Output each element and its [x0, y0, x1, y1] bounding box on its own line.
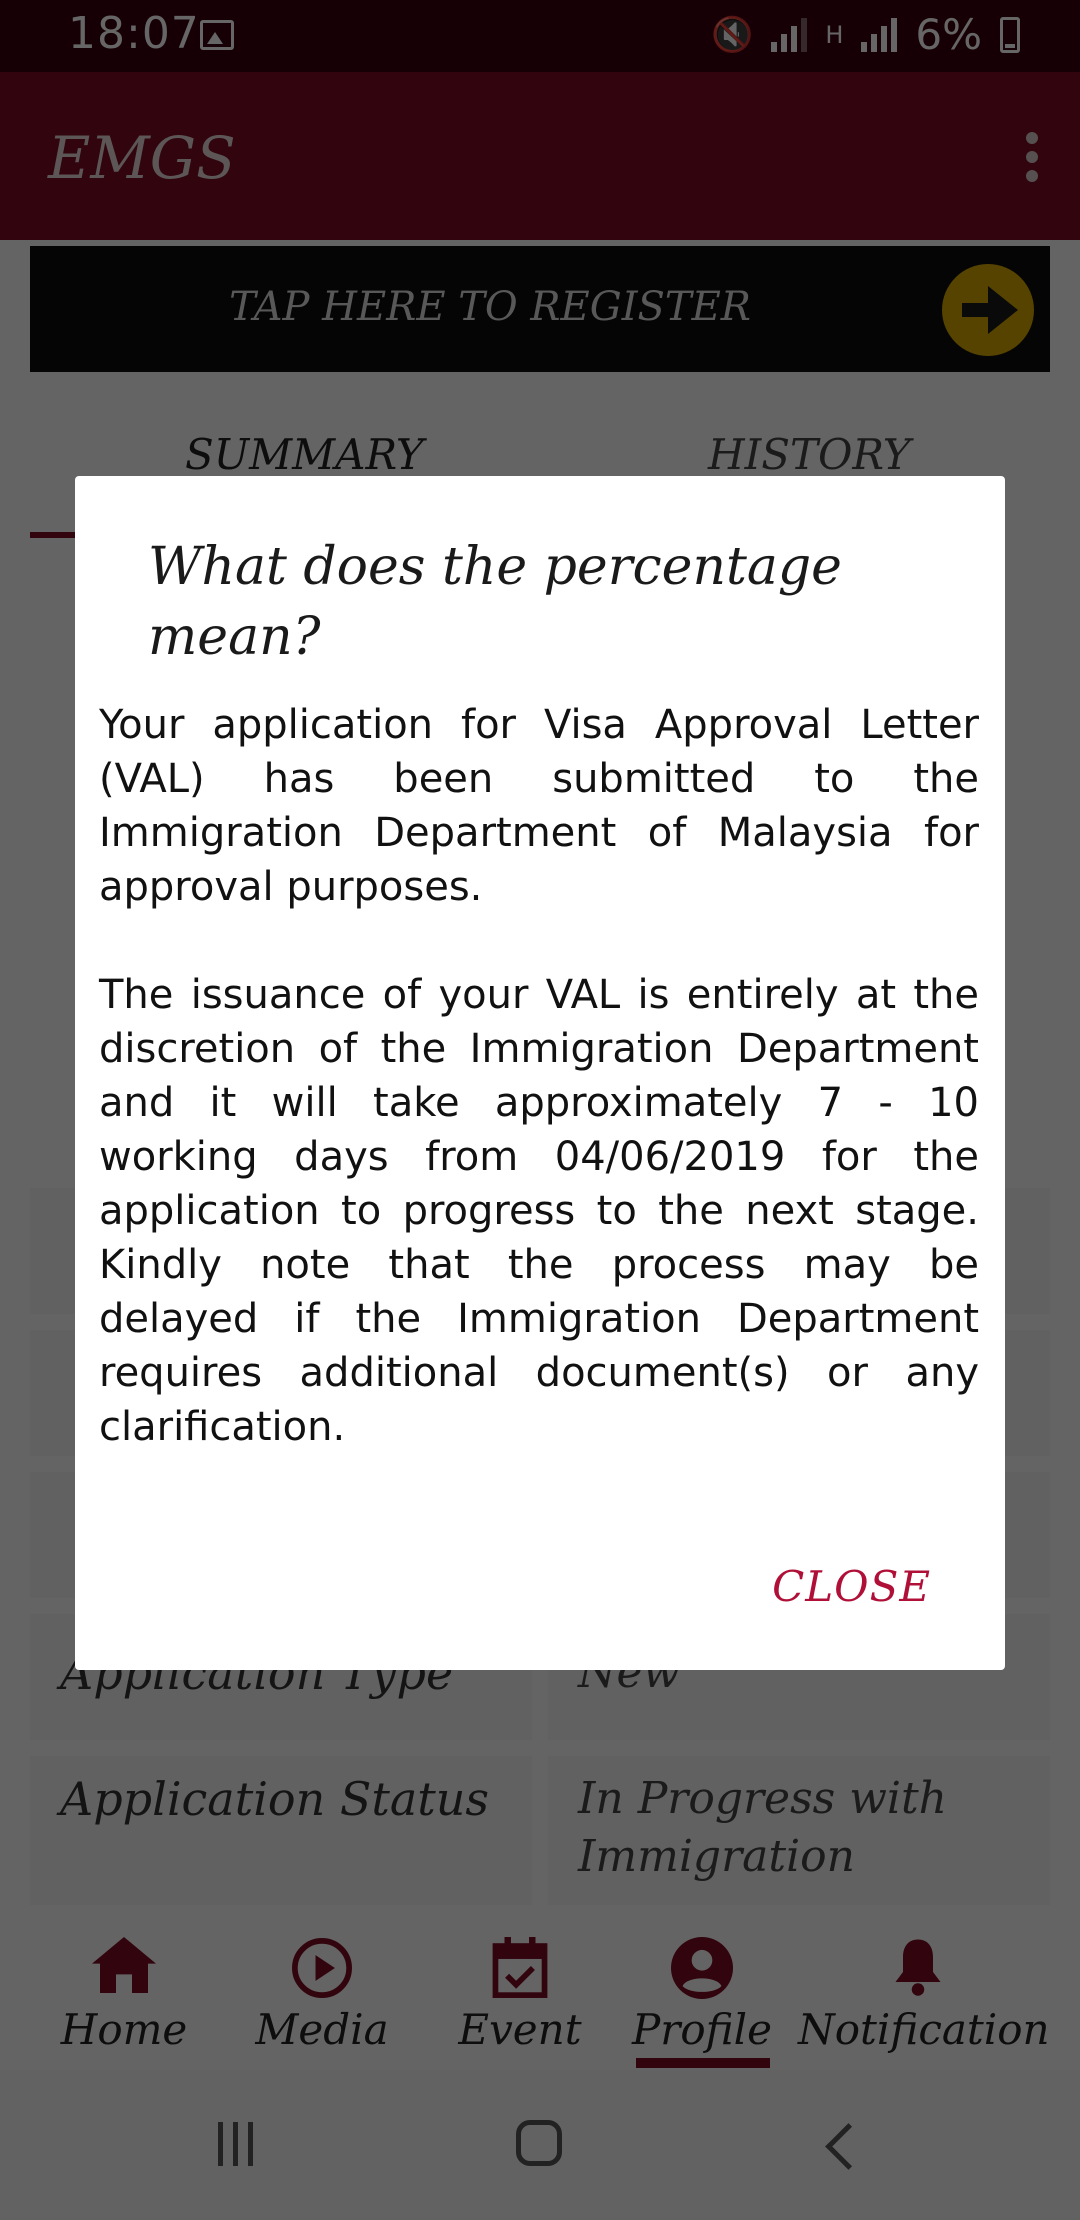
dialog-paragraph: Your application for Visa Approval Letter (VAL) has been submitted to the Immigration Department of Malaysia for approval purposes.	[99, 702, 979, 910]
close-button[interactable]: CLOSE	[772, 1562, 931, 1611]
percentage-info-dialog	[75, 476, 1005, 1670]
dialog-title: What does the percentage mean?	[148, 537, 842, 667]
dialog-body	[99, 698, 979, 1508]
dialog-paragraph: The issuance of your VAL is entirely at the discretion of the Immigration Department and it will take approximately 7 - 10 working days from 04/06/2019 for the application to progress to the next stage. Kindly note that the process may be delayed if the Immigration Department requires additional document(s) or any clarification.	[99, 972, 979, 1450]
